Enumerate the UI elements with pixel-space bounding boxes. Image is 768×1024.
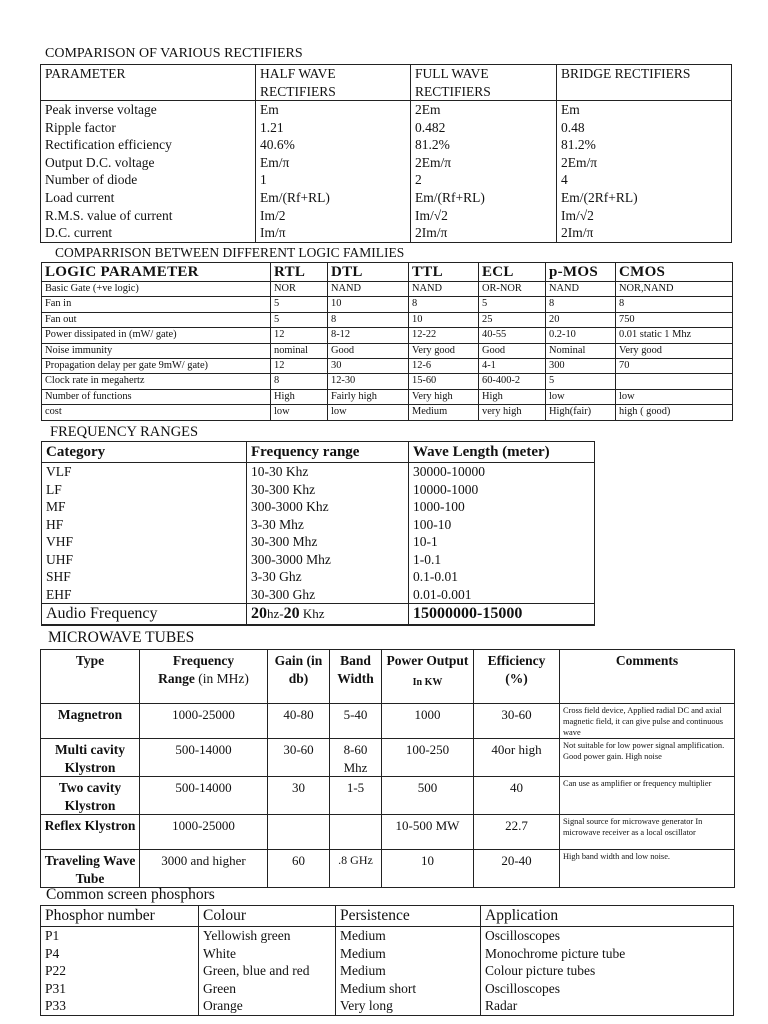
table-cell: 0.1-0.01 bbox=[409, 568, 595, 586]
column-header: Application bbox=[481, 906, 734, 927]
microwave-tubes-table bbox=[40, 649, 735, 888]
table-cell: low bbox=[616, 389, 733, 404]
table-cell: high ( good) bbox=[616, 405, 733, 420]
table-cell: D.C. current bbox=[41, 224, 256, 242]
table-cell: NOR,NAND bbox=[616, 282, 733, 297]
column-header: Type bbox=[41, 650, 140, 704]
table-row bbox=[41, 171, 732, 189]
table-cell: High bbox=[271, 389, 328, 404]
table-cell: 3-30 Ghz bbox=[247, 568, 409, 586]
table-cell: Propagation delay per gate 9mW/ gate) bbox=[42, 359, 271, 374]
table-cell: 10-1 bbox=[409, 533, 595, 551]
table-cell: Fairly high bbox=[328, 389, 409, 404]
table-cell: 1000-100 bbox=[409, 498, 595, 516]
table-row bbox=[42, 498, 595, 516]
table-cell: 0.2-10 bbox=[546, 328, 616, 343]
table-cell: 30 bbox=[268, 777, 330, 815]
table-cell: SHF bbox=[42, 568, 247, 586]
column-header: DTL bbox=[328, 263, 409, 282]
comment-cell: Signal source for microwave generator In microwave receiver as a local oscillator bbox=[560, 815, 735, 850]
table-cell: Fan out bbox=[42, 312, 271, 327]
table-cell: 5 bbox=[479, 297, 546, 312]
table-cell: 30 bbox=[328, 359, 409, 374]
table-row bbox=[42, 343, 733, 358]
table-cell: 15000000-15000 bbox=[409, 604, 595, 626]
header-text: Range bbox=[158, 670, 195, 686]
table-row bbox=[42, 405, 733, 420]
table-cell: High(fair) bbox=[546, 405, 616, 420]
table-cell: Colour picture tubes bbox=[481, 962, 734, 980]
table-cell: nominal bbox=[271, 343, 328, 358]
table-cell: Very good bbox=[616, 343, 733, 358]
phosphors-title: Common screen phosphors bbox=[46, 886, 215, 903]
table-header-row bbox=[41, 65, 732, 101]
table-row bbox=[42, 328, 733, 343]
table-cell: P33 bbox=[41, 997, 199, 1015]
table-cell: Oscilloscopes bbox=[481, 980, 734, 998]
table-cell: 3000 and higher bbox=[140, 850, 268, 888]
header-text: Power Output bbox=[386, 653, 469, 668]
table-row bbox=[41, 997, 734, 1015]
table-cell: Yellowish green bbox=[199, 927, 336, 945]
microwave-tubes-title: MICROWAVE TUBES bbox=[48, 629, 195, 646]
table-row bbox=[41, 850, 735, 888]
table-cell: 1000 bbox=[382, 704, 474, 739]
table-row bbox=[42, 463, 595, 481]
table-cell: NOR bbox=[271, 282, 328, 297]
tube-type: Magnetron bbox=[41, 704, 140, 739]
table-cell: Very high bbox=[409, 389, 479, 404]
table-cell: Im/√2 bbox=[411, 207, 557, 225]
table-cell: Number of diode bbox=[41, 171, 256, 189]
table-cell: 2Em/π bbox=[411, 154, 557, 172]
table-cell: 3-30 Mhz bbox=[247, 516, 409, 534]
table-cell: 500-14000 bbox=[140, 777, 268, 815]
column-header: Efficiency (%) bbox=[474, 650, 560, 704]
table-cell: Very long bbox=[336, 997, 481, 1015]
table-cell: Ripple factor bbox=[41, 119, 256, 137]
table-cell: 2Em bbox=[411, 101, 557, 119]
table-cell: NAND bbox=[546, 282, 616, 297]
logic-families-table bbox=[41, 262, 733, 421]
table-cell: Radar bbox=[481, 997, 734, 1015]
header-text: Frequency bbox=[172, 653, 235, 668]
table-row bbox=[42, 359, 733, 374]
comment-cell: High band width and low noise. bbox=[560, 850, 735, 888]
table-cell: 12 bbox=[271, 359, 328, 374]
table-row bbox=[42, 374, 733, 389]
table-row bbox=[41, 777, 735, 815]
table-cell: Nominal bbox=[546, 343, 616, 358]
column-header: LOGIC PARAMETER bbox=[42, 263, 271, 282]
table-cell: Number of functions bbox=[42, 389, 271, 404]
table-cell: Em/(Rf+RL) bbox=[411, 189, 557, 207]
table-row bbox=[41, 207, 732, 225]
table-cell: 40or high bbox=[474, 739, 560, 777]
table-cell: 0.482 bbox=[411, 119, 557, 137]
table-cell: 30-300 Ghz bbox=[247, 586, 409, 604]
table-row bbox=[42, 481, 595, 499]
table-cell: 5-40 bbox=[330, 704, 382, 739]
table-cell: 4 bbox=[557, 171, 732, 189]
table-cell: 10 bbox=[409, 312, 479, 327]
table-cell: P31 bbox=[41, 980, 199, 998]
table-cell: NAND bbox=[328, 282, 409, 297]
column-header bbox=[382, 650, 474, 704]
table-cell: 100-250 bbox=[382, 739, 474, 777]
table-cell: Monochrome picture tube bbox=[481, 945, 734, 963]
table-cell: 8 bbox=[546, 297, 616, 312]
table-cell: 2 bbox=[411, 171, 557, 189]
table-cell: 40-55 bbox=[479, 328, 546, 343]
table-cell: 5 bbox=[271, 297, 328, 312]
table-cell: P1 bbox=[41, 927, 199, 945]
table-row bbox=[42, 389, 733, 404]
table-cell: 30-60 bbox=[474, 704, 560, 739]
table-cell: very high bbox=[479, 405, 546, 420]
table-cell: 10 bbox=[328, 297, 409, 312]
tube-type: Two cavity Klystron bbox=[41, 777, 140, 815]
table-cell: 12 bbox=[271, 328, 328, 343]
tube-type: Multi cavity Klystron bbox=[41, 739, 140, 777]
column-header: TTL bbox=[409, 263, 479, 282]
table-cell: Em bbox=[557, 101, 732, 119]
table-cell: 5 bbox=[271, 312, 328, 327]
table-row bbox=[41, 704, 735, 739]
table-cell: Noise immunity bbox=[42, 343, 271, 358]
table-cell: 1 bbox=[256, 171, 411, 189]
column-header: ECL bbox=[479, 263, 546, 282]
column-header: Phosphor number bbox=[41, 906, 199, 927]
table-cell: 2Em/π bbox=[557, 154, 732, 172]
table-row bbox=[41, 154, 732, 172]
header-unit: (in MHz) bbox=[194, 670, 249, 686]
table-header-row bbox=[41, 650, 735, 704]
audio-frequency-row bbox=[42, 604, 595, 626]
table-cell: low bbox=[546, 389, 616, 404]
table-cell: Basic Gate (+ve logic) bbox=[42, 282, 271, 297]
table-cell: 4-1 bbox=[479, 359, 546, 374]
column-header: Comments bbox=[560, 650, 735, 704]
column-header: Colour bbox=[199, 906, 336, 927]
table-cell: 30000-10000 bbox=[409, 463, 595, 481]
table-cell: Im/π bbox=[256, 224, 411, 242]
table-cell: 1-0.1 bbox=[409, 551, 595, 569]
header-unit: In KW bbox=[412, 676, 443, 688]
table-cell: Medium bbox=[336, 927, 481, 945]
table-cell: 0.48 bbox=[557, 119, 732, 137]
table-cell: 5 bbox=[546, 374, 616, 389]
table-cell: White bbox=[199, 945, 336, 963]
table-cell bbox=[247, 604, 409, 626]
table-cell: UHF bbox=[42, 551, 247, 569]
column-header bbox=[140, 650, 268, 704]
column-header: p-MOS bbox=[546, 263, 616, 282]
table-row bbox=[42, 516, 595, 534]
table-cell: Peak inverse voltage bbox=[41, 101, 256, 119]
table-row bbox=[42, 312, 733, 327]
table-cell: Medium bbox=[409, 405, 479, 420]
table-cell: 70 bbox=[616, 359, 733, 374]
phosphors-table bbox=[40, 905, 734, 1016]
table-row bbox=[41, 980, 734, 998]
table-header-row bbox=[42, 442, 595, 463]
range-value: 20 bbox=[283, 605, 300, 622]
table-cell: .8 GHz bbox=[330, 850, 382, 888]
table-row bbox=[42, 297, 733, 312]
table-cell: 1-5 bbox=[330, 777, 382, 815]
table-cell: Green bbox=[199, 980, 336, 998]
table-cell: Medium bbox=[336, 945, 481, 963]
table-cell: 0.01 static 1 Mhz bbox=[616, 328, 733, 343]
table-cell: 20 bbox=[546, 312, 616, 327]
table-row bbox=[42, 533, 595, 551]
table-cell: 60-400-2 bbox=[479, 374, 546, 389]
table-cell: 8 bbox=[271, 374, 328, 389]
table-cell: Medium short bbox=[336, 980, 481, 998]
table-cell: 15-60 bbox=[409, 374, 479, 389]
column-header: Gain (in db) bbox=[268, 650, 330, 704]
table-cell: Em/π bbox=[256, 154, 411, 172]
column-header: Persistence bbox=[336, 906, 481, 927]
range-value: 20 bbox=[251, 605, 267, 622]
table-header-row bbox=[42, 263, 733, 282]
table-cell: Rectification efficiency bbox=[41, 136, 256, 154]
table-cell: 300 bbox=[546, 359, 616, 374]
comment-cell: Can use as amplifier or frequency multiplier bbox=[560, 777, 735, 815]
table-cell: Im/√2 bbox=[557, 207, 732, 225]
table-cell: VLF bbox=[42, 463, 247, 481]
table-cell: 300-3000 Mhz bbox=[247, 551, 409, 569]
table-cell: LF bbox=[42, 481, 247, 499]
table-cell: 750 bbox=[616, 312, 733, 327]
rectifiers-table bbox=[40, 64, 732, 243]
frequency-ranges-table bbox=[41, 441, 595, 626]
range-unit: Khz bbox=[299, 606, 325, 621]
table-cell: 60 bbox=[268, 850, 330, 888]
table-cell: Load current bbox=[41, 189, 256, 207]
table-cell: 1000-25000 bbox=[140, 704, 268, 739]
table-cell: Clock rate in megahertz bbox=[42, 374, 271, 389]
table-row bbox=[42, 586, 595, 604]
range-unit: hz- bbox=[267, 606, 284, 621]
column-header: Band Width bbox=[330, 650, 382, 704]
table-cell: 10 bbox=[382, 850, 474, 888]
table-cell: 12-30 bbox=[328, 374, 409, 389]
table-cell: 8-60 Mhz bbox=[330, 739, 382, 777]
table-cell: Good bbox=[479, 343, 546, 358]
table-cell: Em/(Rf+RL) bbox=[256, 189, 411, 207]
table-cell: Output D.C. voltage bbox=[41, 154, 256, 172]
table-cell: 8-12 bbox=[328, 328, 409, 343]
table-cell: Fan in bbox=[42, 297, 271, 312]
comment-cell: Not suitable for low power signal amplification. Good power gain. High noise bbox=[560, 739, 735, 777]
table-cell: Medium bbox=[336, 962, 481, 980]
table-row bbox=[42, 568, 595, 586]
table-cell: Orange bbox=[199, 997, 336, 1015]
rectifiers-title: COMPARISON OF VARIOUS RECTIFIERS bbox=[45, 46, 303, 61]
column-header: BRIDGE RECTIFIERS bbox=[557, 65, 732, 101]
column-header: FULL WAVE RECTIFIERS bbox=[411, 65, 557, 101]
table-cell: 20-40 bbox=[474, 850, 560, 888]
table-cell: 30-300 Mhz bbox=[247, 533, 409, 551]
table-cell: 8 bbox=[616, 297, 733, 312]
table-row bbox=[42, 282, 733, 297]
table-cell: 10000-1000 bbox=[409, 481, 595, 499]
table-cell: P4 bbox=[41, 945, 199, 963]
frequency-ranges-title: FREQUENCY RANGES bbox=[50, 424, 199, 440]
table-cell: Very good bbox=[409, 343, 479, 358]
table-cell: 500 bbox=[382, 777, 474, 815]
table-cell: 81.2% bbox=[557, 136, 732, 154]
table-cell: Green, blue and red bbox=[199, 962, 336, 980]
table-cell: High bbox=[479, 389, 546, 404]
column-header: Frequency range bbox=[247, 442, 409, 463]
table-cell: 30-300 Khz bbox=[247, 481, 409, 499]
table-cell: MF bbox=[42, 498, 247, 516]
table-cell: EHF bbox=[42, 586, 247, 604]
table-cell: 0.01-0.001 bbox=[409, 586, 595, 604]
table-cell: 40-80 bbox=[268, 704, 330, 739]
table-cell: P22 bbox=[41, 962, 199, 980]
table-cell: 300-3000 Khz bbox=[247, 498, 409, 516]
table-cell: 10-30 Khz bbox=[247, 463, 409, 481]
table-row bbox=[41, 945, 734, 963]
table-cell: 12-6 bbox=[409, 359, 479, 374]
table-row bbox=[41, 119, 732, 137]
table-cell: cost bbox=[42, 405, 271, 420]
table-cell: 12-22 bbox=[409, 328, 479, 343]
table-cell: Audio Frequency bbox=[42, 604, 247, 626]
logic-families-title: COMPARRISON BETWEEN DIFFERENT LOGIC FAMILIES bbox=[55, 245, 405, 260]
column-header: Wave Length (meter) bbox=[409, 442, 595, 463]
table-cell: Im/2 bbox=[256, 207, 411, 225]
table-row bbox=[41, 962, 734, 980]
table-cell: Em bbox=[256, 101, 411, 119]
table-row bbox=[41, 927, 734, 945]
table-cell: low bbox=[271, 405, 328, 420]
table-cell: HF bbox=[42, 516, 247, 534]
tube-type: Traveling Wave Tube bbox=[41, 850, 140, 888]
table-row bbox=[41, 739, 735, 777]
table-cell: R.M.S. value of current bbox=[41, 207, 256, 225]
table-row bbox=[42, 551, 595, 569]
table-cell: 81.2% bbox=[411, 136, 557, 154]
table-cell: 1.21 bbox=[256, 119, 411, 137]
table-cell: 25 bbox=[479, 312, 546, 327]
column-header: CMOS bbox=[616, 263, 733, 282]
comment-cell: Cross field device, Applied radial DC and axial magnetic field, it can give pulse and continuous wave bbox=[560, 704, 735, 739]
column-header: RTL bbox=[271, 263, 328, 282]
table-cell: Em/(2Rf+RL) bbox=[557, 189, 732, 207]
tube-type: Reflex Klystron bbox=[41, 815, 140, 850]
table-cell: 22.7 bbox=[474, 815, 560, 850]
table-cell bbox=[330, 815, 382, 850]
table-cell bbox=[268, 815, 330, 850]
table-cell: 40.6% bbox=[256, 136, 411, 154]
table-cell: Oscilloscopes bbox=[481, 927, 734, 945]
table-cell: 2Im/π bbox=[557, 224, 732, 242]
table-row bbox=[41, 815, 735, 850]
table-cell: 30-60 bbox=[268, 739, 330, 777]
column-header: Category bbox=[42, 442, 247, 463]
table-cell: 500-14000 bbox=[140, 739, 268, 777]
table-cell: 8 bbox=[409, 297, 479, 312]
table-cell: 10-500 MW bbox=[382, 815, 474, 850]
table-cell: low bbox=[328, 405, 409, 420]
column-header: HALF WAVE RECTIFIERS bbox=[256, 65, 411, 101]
table-cell: VHF bbox=[42, 533, 247, 551]
table-cell: OR-NOR bbox=[479, 282, 546, 297]
table-cell: 1000-25000 bbox=[140, 815, 268, 850]
table-row bbox=[41, 101, 732, 119]
table-cell: 40 bbox=[474, 777, 560, 815]
table-cell: NAND bbox=[409, 282, 479, 297]
table-cell bbox=[616, 374, 733, 389]
table-row bbox=[41, 189, 732, 207]
table-cell: 8 bbox=[328, 312, 409, 327]
table-cell: Good bbox=[328, 343, 409, 358]
table-cell: Power dissipated in (mW/ gate) bbox=[42, 328, 271, 343]
column-header: PARAMETER bbox=[41, 65, 256, 101]
table-row bbox=[41, 136, 732, 154]
table-row bbox=[41, 224, 732, 242]
table-cell: 100-10 bbox=[409, 516, 595, 534]
table-cell: 2Im/π bbox=[411, 224, 557, 242]
table-header-row bbox=[41, 906, 734, 927]
